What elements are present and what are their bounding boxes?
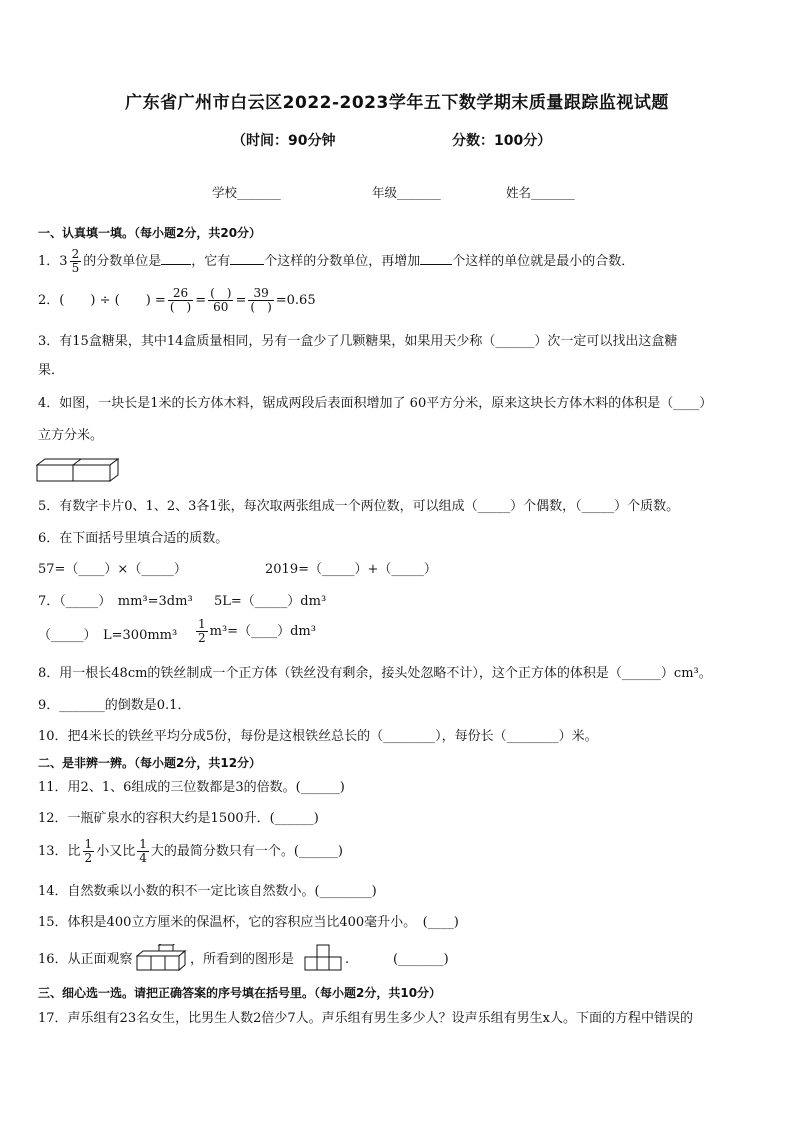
question-4-line-2: 立方分米。 bbox=[38, 428, 104, 443]
question-3-line-2: 果． bbox=[38, 363, 65, 378]
question-5: 5．有数字卡片0、1、2、3各1张，每次取两张组成一个两位数，可以组成（_____）个偶数，（_____）个质数。 bbox=[38, 499, 680, 514]
exam-score: 分数：100分） bbox=[452, 133, 552, 149]
question-2: 2．( ) ÷ ( ) = $\frac{26}{( )}$ = $\frac{( )}{60}$ = $\frac{39}{( )}$ =0.65 bbox=[38, 286, 316, 314]
section-heading-3: 三、细心选一选。请把正确答案的序号填在括号里。（每小题2分，共10分） bbox=[38, 986, 442, 1000]
section-heading-1: 一、认真填一填。（每小题2分，共20分） bbox=[38, 226, 262, 240]
question-17: 17．声乐组有23名女生，比男生人数2倍少7人。声乐组有男生多少人？设声乐组有男生x人。下面的方程中错误的 bbox=[38, 1011, 693, 1026]
question-14: 14．自然数乘以小数的积不一定比该自然数小。(________) bbox=[38, 884, 377, 899]
question-7-c: （_____） L=300mm³ bbox=[38, 628, 178, 643]
name-field[interactable]: 姓名_______ bbox=[506, 185, 575, 200]
question-7-d: $\frac{1}{2}$ m³=（____）dm³ bbox=[198, 617, 316, 645]
question-4-line-1: 4．如图，一块长是1米的长方体木料，锯成两段后表面积增加了 60平方分米，原来这块长方体木料的体积是（____） bbox=[38, 396, 713, 411]
front-view-figure bbox=[304, 944, 344, 972]
cuboid-figure bbox=[36, 458, 120, 482]
question-11: 11．用2、1、6组成的三位数都是3的倍数。(______) bbox=[38, 780, 345, 795]
question-6-a: 57=（____）×（_____） bbox=[38, 562, 187, 577]
question-16-answer: (_______) bbox=[393, 952, 449, 967]
question-7-a: 7．（_____） mm³=3dm³ bbox=[38, 594, 193, 609]
exam-time: （时间：90分钟 bbox=[232, 133, 336, 149]
question-12: 12．一瓶矿泉水的容积大约是1500升．(______) bbox=[38, 811, 319, 826]
question-3-line-1: 3．有15盒糖果，其中14盒质量相同，另有一盒少了几颗糖果，如果用天少称（______）次一定可以找出这盒糖 bbox=[38, 334, 678, 349]
question-9: 9．_______的倒数是0.1． bbox=[38, 698, 191, 713]
question-1: 1．3 $\frac{2}{5}$ 的分数单位是 ，它有 个这样的分数单位，再增加 个这样的单位就是最小的合数． bbox=[38, 247, 635, 275]
school-field[interactable]: 学校_______ bbox=[212, 185, 281, 200]
question-15: 15．体积是400立方厘米的保温杯，它的容积应当比400毫升小。 (____) bbox=[38, 915, 459, 930]
question-16-b: ，所看到的图形是 bbox=[190, 952, 295, 967]
question-6-b: 2019=（_____）+（_____） bbox=[265, 562, 437, 577]
section-heading-2: 二、是非辨一辨。（每小题2分，共12分） bbox=[38, 756, 262, 770]
cube-stack-figure bbox=[136, 944, 188, 972]
question-6: 6．在下面括号里填合适的质数。 bbox=[38, 531, 229, 546]
question-16-c: . bbox=[345, 952, 350, 967]
question-16-a: 16．从正面观察 bbox=[38, 952, 133, 967]
question-10: 10．把4米长的铁丝平均分成5份，每份是这根铁丝总长的（________），每份长（________）米。 bbox=[38, 729, 598, 744]
grade-field[interactable]: 年级_______ bbox=[372, 185, 441, 200]
question-8: 8．用一根长48cm的铁丝制成一个正方体（铁丝没有剩余，接头处忽略不计），这个正方体的体积是（______）cm³。 bbox=[38, 666, 712, 681]
question-7-b: 5L=（_____）dm³ bbox=[214, 594, 327, 609]
question-13: 13．比 $\frac{1}{2}$ 小又比 $\frac{1}{4}$ 大的最简分数只有一个。(______) bbox=[38, 837, 343, 865]
page-title: 广东省广州市白云区2022-2023学年五下数学期末质量跟踪监视试题 bbox=[125, 93, 669, 113]
